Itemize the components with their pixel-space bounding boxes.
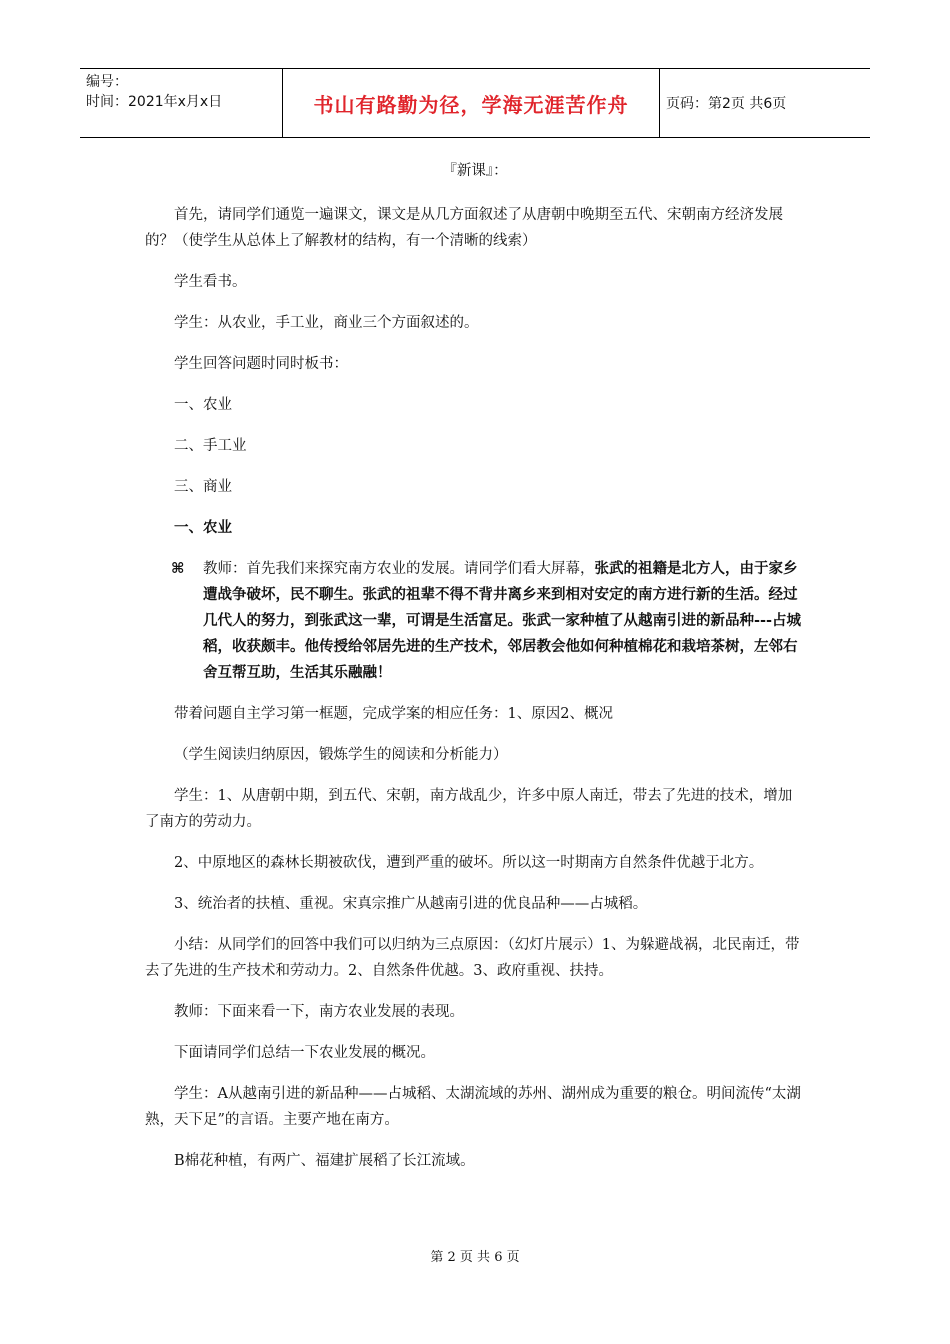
command-icon: ⌘ <box>171 561 185 577</box>
paragraph-reason-1: 学生：1、从唐朝中期，到五代、宋朝，南方战乱少，许多中原人南迁，带去了先进的技术，增加了南方的劳动力。 <box>145 788 793 830</box>
paragraph-overview-request: 下面请同学们总结一下农业发展的概况。 <box>174 1045 435 1061</box>
heading-agriculture: 一、农业 <box>174 520 232 536</box>
teacher-bullet <box>145 556 805 686</box>
paragraph-teacher: 教师：下面来看一下，南方农业发展的表现。 <box>174 1004 464 1020</box>
time-label: 时间：2021年x月x日 <box>86 94 223 110</box>
paragraph-note: （学生阅读归纳原因，锻炼学生的阅读和分析能力） <box>174 747 508 763</box>
bullet-text-bold: 张武的祖籍是北方人，由于家乡遭战争破坏，民不聊生。张武的祖辈不得不背井离乡来到相对安定的南方进行新的生活。经过几代人的努力，到张武这一辈，可谓是生活富足。张武一家种植了从越南引进的新品种---占城稻，收获颇丰。他传授给邻居先进的生产技术，邻居教会他如何种植棉花和栽培茶树，左邻右舍互帮互助，生活其乐融融！ <box>203 561 802 681</box>
document-body <box>145 156 805 1174</box>
section-title: 『新课』： <box>442 163 508 179</box>
paragraph-answer-b: B棉花种植，有两广、福建扩展稻了长江流域。 <box>174 1153 475 1169</box>
page-header <box>80 68 870 138</box>
list-item-agriculture: 一、农业 <box>174 397 232 413</box>
paragraph-summary: 小结：从同学们的回答中我们可以归纳为三点原因：（幻灯片展示）1、为躲避战祸，北民南迁，带去了先进的生产技术和劳动力。2、自然条件优越。3、政府重视、扶持。 <box>145 937 800 979</box>
paragraph-reason-3: 3、统治者的扶植、重视。宋真宗推广从越南引进的优良品种——占城稻。 <box>174 896 648 912</box>
paragraph-student-answer: 学生：从农业，手工业，商业三个方面叙述的。 <box>174 315 479 331</box>
bullet-text-normal: 教师：首先我们来探究南方农业的发展。请同学们看大屏幕， <box>203 561 595 577</box>
header-meta <box>80 69 282 137</box>
paragraph-overview: 首先，请同学们通览一遍课文，课文是从几方面叙述了从唐朝中晚期至五代、宋朝南方经济发展的？（使学生从总体上了解教材的结构，有一个清晰的线索） <box>145 207 783 249</box>
paragraph-board: 学生回答问题时同时板书： <box>174 356 348 372</box>
header-page-info: 页码：第2页 共6页 <box>666 96 787 112</box>
paragraph-reason-2: 2、中原地区的森林长期被砍伐，遭到严重的破坏。所以这一时期南方自然条件优越于北方。 <box>174 855 764 871</box>
page-footer: 第 2 页 共 6 页 <box>430 1250 520 1265</box>
number-label: 编号： <box>86 74 128 90</box>
paragraph-read: 学生看书。 <box>174 274 247 290</box>
list-item-handicraft: 二、手工业 <box>174 438 247 454</box>
paragraph-answer-a: 学生：A从越南引进的新品种——占城稻、太湖流域的苏州、湖州成为重要的粮仓。明间流传“太湖熟，天下足”的言语。主要产地在南方。 <box>145 1086 801 1128</box>
paragraph-task: 带着问题自主学习第一框题，完成学案的相应任务：1、原因2、概况 <box>174 706 613 722</box>
list-item-commerce: 三、商业 <box>174 479 232 495</box>
header-motto: 书山有路勤为径，学海无涯苦作舟 <box>282 69 660 137</box>
